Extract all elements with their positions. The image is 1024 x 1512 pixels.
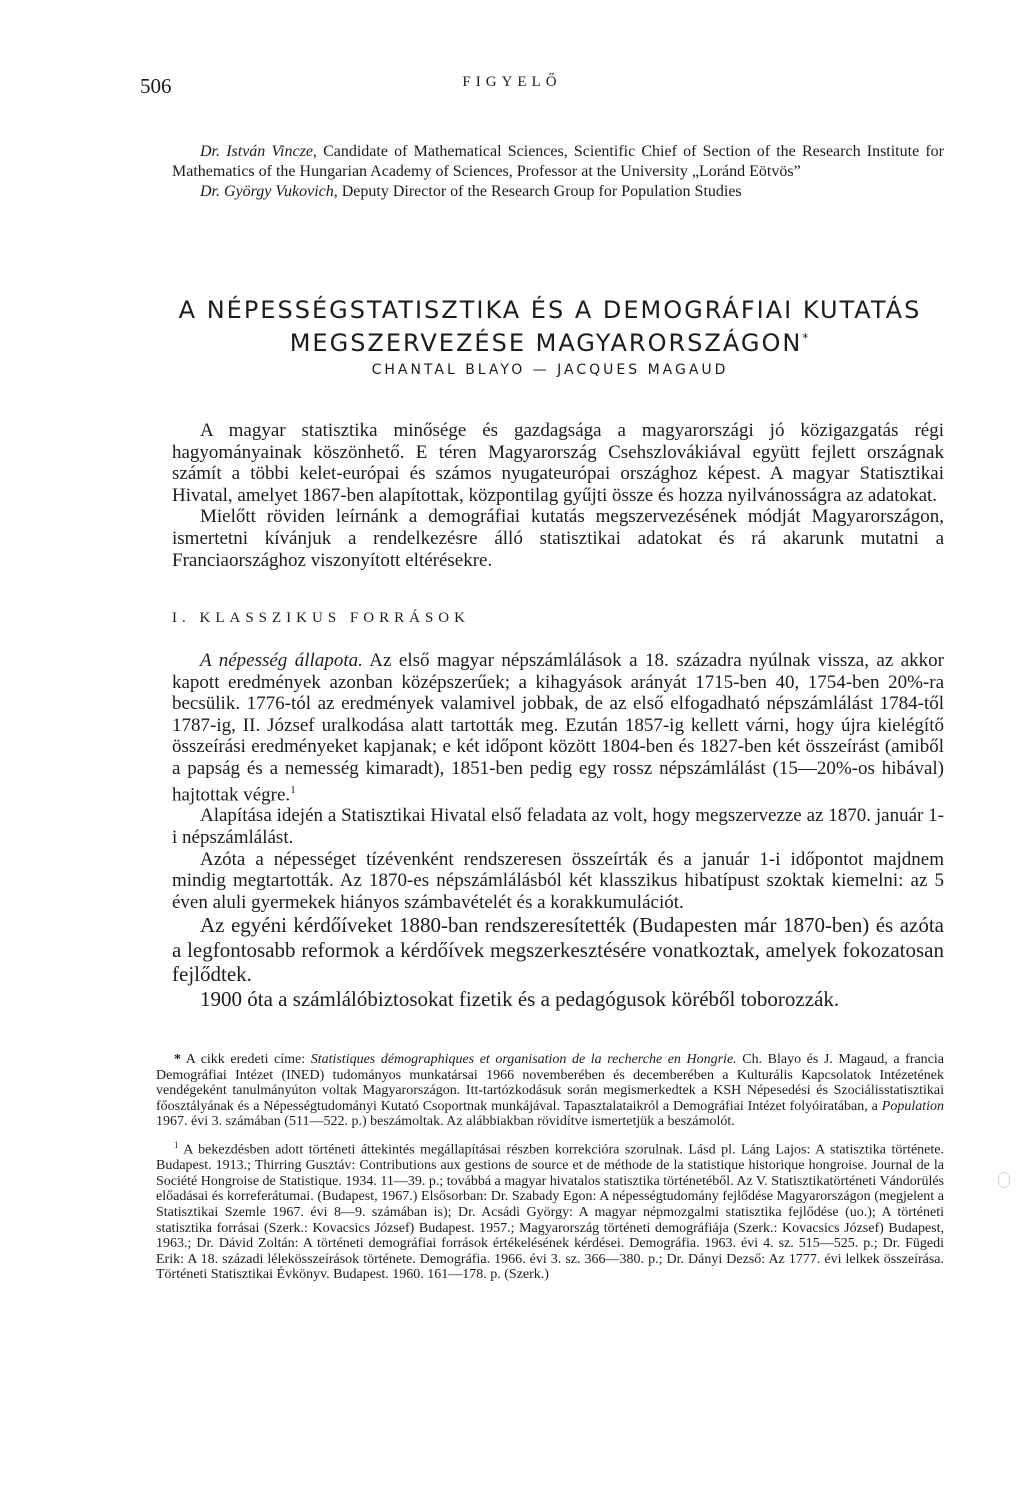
title-footnote-mark: * bbox=[802, 331, 811, 345]
authors: CHANTAL BLAYO — JACQUES MAGAUD bbox=[371, 362, 729, 378]
title-line-1: A NÉPESSÉGSTATISZTIKA ÉS A DEMOGRÁFIAI KUTATÁS bbox=[178, 296, 922, 324]
footnotes bbox=[156, 1052, 944, 1283]
scan-mark bbox=[998, 1172, 1010, 1188]
contributor-2-desc: , Deputy Director of the Research Group for Population Studies bbox=[333, 183, 742, 200]
footnote-star-title: Statistiques démographiques et organisation de la recherche en Hongrie. bbox=[310, 1052, 737, 1067]
section-title: I. KLASSZIKUS FORRÁSOK bbox=[172, 610, 470, 626]
contributors-list bbox=[172, 142, 944, 202]
footnote-star-mark: * bbox=[174, 1052, 181, 1067]
intro-paragraph-2: Mielőtt röviden leírnánk a demográfiai kutatás megszervezésének módját Magyarországon, ismertetni kívánjuk a rendelkezésre álló statisztikai adatokat és rá akarunk mutatni a Franciaországhoz viszonyított eltérésekre. bbox=[172, 506, 944, 571]
page-number: 506 bbox=[140, 74, 172, 98]
footnote-star-journal: Population bbox=[881, 1098, 944, 1114]
section-paragraph-5: 1900 óta a számlálóbiztosokat fizetik és a pedagógusok köréből toborozzák. bbox=[200, 986, 840, 1011]
section-paragraph-3: Azóta a népességet tízévenként rendszeresen összeírták és a január 1-i időpontot majdnem mindig megtartották. Az 1870-es népszámlálásból két klasszikus hibatípust szoktak kiemelni: az 5 éven aluli gyermekek hiányos számbavételét és a korakkumulációt. bbox=[172, 848, 944, 913]
contributor-1-desc: , Candidate of Mathematical Sciences, Scientific Chief of Section of the Research Institute for Mathematics of the Hungarian Academy of Sciences, Professor at the University „Loránd Eötvös” bbox=[172, 143, 945, 180]
section-body bbox=[172, 650, 944, 1011]
section-subheading: A népesség állapota. bbox=[200, 650, 363, 671]
footnote-star bbox=[156, 1052, 944, 1130]
section-paragraph-2: Alapítása idején a Statisztikai Hivatal első feladata az volt, hogy megszervezze az 1870. január 1-i népszámlálást. bbox=[172, 805, 944, 849]
intro-text bbox=[172, 420, 944, 571]
running-head: FIGYELŐ bbox=[462, 74, 562, 90]
section-paragraph-4: Az egyéni kérdőíveket 1880-ban rendszeresítették (Budapesten már 1870-ben) és azóta a legfontosabb reformok a kérdőívek megszerkesztésére vonatkoztak, amelyek fokozatosan fejlődtek. bbox=[172, 913, 944, 987]
section-paragraph-1 bbox=[172, 650, 944, 805]
contributor-1-name: István Vincze bbox=[226, 143, 313, 160]
contributor-2-prefix: Dr. bbox=[200, 183, 221, 200]
title-line-2-text: MEGSZERVEZÉSE MAGYARORSZÁGON bbox=[289, 329, 803, 357]
footnote-ref-1: 1 bbox=[290, 783, 296, 796]
footnote-star-c: 1967. évi 3. számában (511—522. p.) beszámoltak. Az alábbiakban rövidítve ismertetjük a beszámolót. bbox=[156, 1114, 735, 1130]
footnote-1-mark: 1 bbox=[174, 1139, 179, 1150]
contributor-1 bbox=[172, 142, 944, 182]
footnote-star-b: Ch. Blayo és J. Magaud, a francia Demográfiai Intézet (INED) tudományos munkatársai 1966 novemberében és decemberében a Kulturális Kapcsolatok Intézetének vendégeként tanulmányúton voltak Magyarországon. Itt-tartózkodásuk során megismerkedtek a KSH Népesedési és Szociálisstatisztikai főosztályának és a Népességtudományi Kutató Csoportnak munkájával. Tapasztalataikról a Demográfiai Intézet folyóiratában, a bbox=[156, 1052, 944, 1114]
footnote-1 bbox=[156, 1138, 944, 1283]
title-line-2 bbox=[140, 324, 960, 357]
article-title bbox=[140, 296, 960, 357]
contributor-1-prefix: Dr. bbox=[200, 143, 221, 160]
footnote-star-a: A cikk eredeti címe: bbox=[181, 1052, 311, 1067]
contributor-2-name: György Vukovich bbox=[224, 183, 334, 200]
section-p1-text: Az első magyar népszámlálások a 18. századra nyúlnak vissza, az akkor kapott eredmények azonban középszerűek; a kihagyások arányát 1715-ben 40, 1754-ben 20%-ra becsülik. 1776-tól az eredmények valamivel jobbak, de az első elfogadható népszámlálást 1784-től 1787-ig, II. József uralkodása alatt tartották meg. Ezután 1857-ig kellett várni, hogy újra kielégítő összeírási eredményeket kapjanak; e két időpont között 1804-ben és 1827-ben két összeírást (amiből a papság és a nemesség kimaradt), 1851-ben pedig egy rossz népszámlálást (15—20%-os hibával) hajtottak végre. bbox=[172, 650, 944, 805]
footnote-1-text: A bekezdésben adott történeti áttekintés megállapításai részben korrekcióra szorulnak. Lásd pl. Láng Lajos: A statisztika története. Budapest. 1913.; Thirring Gusztáv: Contributions aux gestions de source et de méthode de la statistique historique hongroise. Journal de la Société Hongroise de Statistique. 1934. 11—39. p.; továbbá a magyar hivatalos statisztika történetéből. Az V. Statisztikatörténeti Vándorülés előadásai és korreferátumai. (Budapest, 1967.) Elsősorban: Dr. Szabady Egon: A népességtudomány fejlődése Magyarországon (megjelent a Statisztikai Szemle 1967. évi 8—9. számában is); Dr. Acsádi György: A magyar népmozgalmi statisztika fejlődése (uo.); A történeti statisztika forrásai (Szerk.: Kovacsics József) Budapest. 1957.; Magyarország történeti demográfiája (Szerk.: Kovacsics József) Budapest, 1963.; Dr. Dávid Zoltán: A történeti demográfiai források értékelésének kérdései. Demográfia. 1963. évi 4. sz. 515—525. p.; Dr. Fügedi Erik: A 18. századi lélekösszeírások története. Demográfia. 1966. évi 3. sz. 366—380. p.; Dr. Dányi Dezső: Az 1777. évi lelkek összeírása. Történeti Statisztikai Évkönyv. Budapest. 1960. 161—178. p. (Szerk.) bbox=[156, 1142, 944, 1283]
intro-paragraph-1: A magyar statisztika minősége és gazdagsága a magyarországi jó közigazgatás régi hagyományainak köszönhető. E téren Magyarország Csehszlovákiával együtt fejlett országnak számít a többi kelet-európai és számos nyugateurópai országhoz képest. A magyar Statisztikai Hivatal, amelyet 1867-ben alapítottak, központilag gyűjti össze és hozza nyilvánosságra az adatokat. bbox=[172, 420, 944, 506]
contributor-2 bbox=[172, 182, 944, 202]
